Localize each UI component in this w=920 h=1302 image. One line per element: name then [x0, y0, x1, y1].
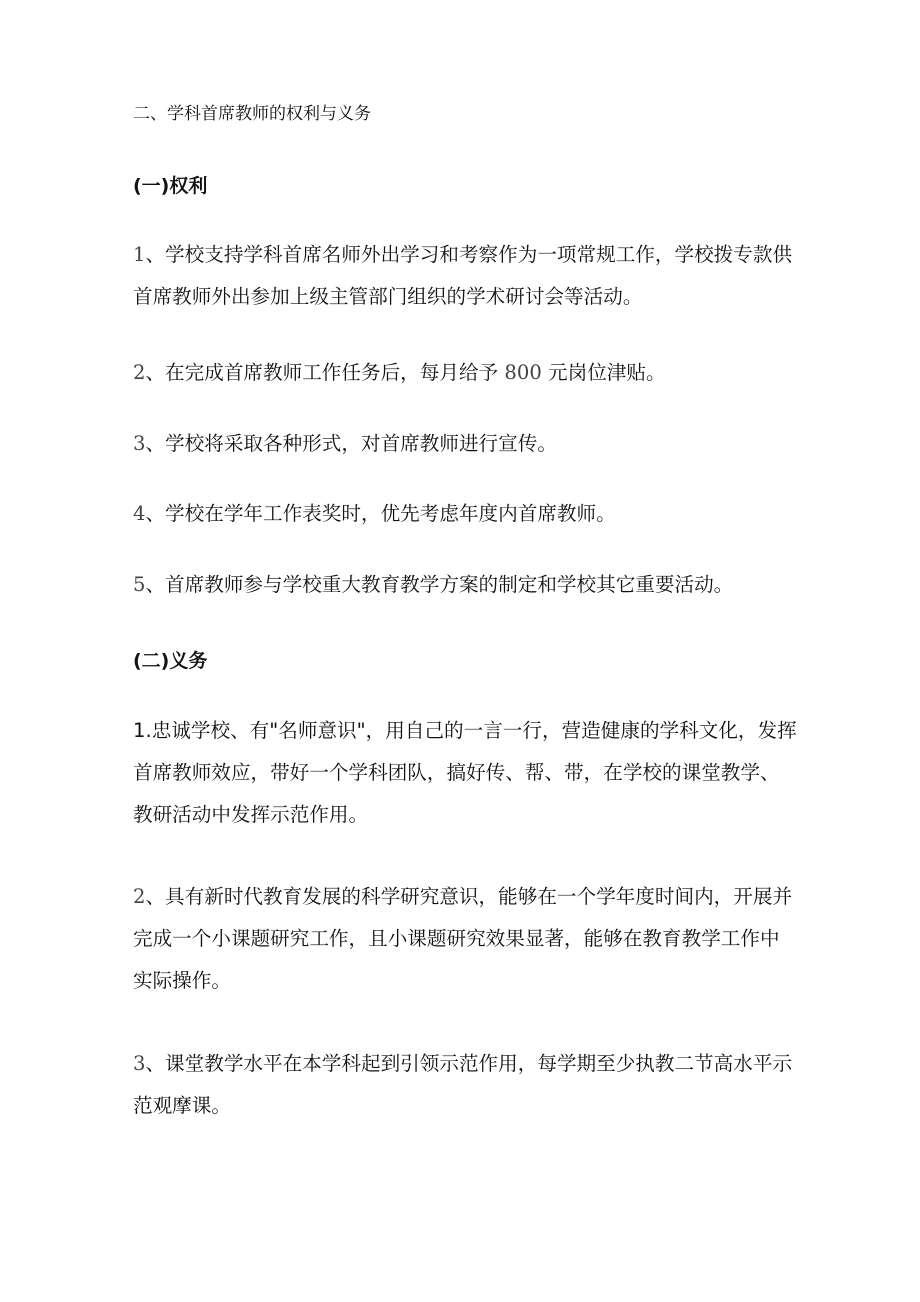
- item-number: 2: [133, 361, 146, 384]
- item-text: 、学校将采取各种形式，对首席教师进行宣传。: [145, 432, 557, 455]
- item-text: 1.忠诚学校、有"名师意识"，用自己的一言一行，营造健康的学科文化，发挥首席教师效应，带好一个学科团队，搞好传、帮、带，在学校的课堂教学、教研活动中发挥示范作用。: [133, 719, 797, 826]
- duties-heading: (二)义务: [133, 650, 208, 672]
- item-text: 、首席教师参与学校重大教育教学方案的制定和学校其它重要活动。: [145, 573, 734, 596]
- item-number: 3: [133, 1052, 146, 1075]
- rights-item-1: [133, 234, 798, 318]
- item-text: 、学校在学年工作表奖时，优先考虑年度内首席教师。: [145, 502, 616, 525]
- item-number: 5: [133, 573, 146, 596]
- section-title: 二、学科首席教师的权利与义务: [133, 104, 371, 124]
- item-number: 2: [133, 885, 146, 908]
- item-number: 1: [133, 243, 146, 266]
- item-number: 4: [133, 502, 146, 525]
- item-text: 、具有新时代教育发展的科学研究意识，能够在一个学年度时间内，开展并完成一个小课题研究工作，且小课题研究效果显著，能够在教育教学工作中实际操作。: [133, 885, 793, 992]
- item-text-after: 元岗位津贴。: [541, 361, 666, 384]
- duties-item-3: [133, 1043, 798, 1127]
- rights-heading: (一)权利: [133, 175, 208, 197]
- rights-item-3: [133, 423, 798, 465]
- rights-item-2: [133, 352, 798, 394]
- duties-item-2: [133, 876, 798, 1002]
- rights-item-5: [133, 564, 798, 606]
- item-text-before: 、在完成首席教师工作任务后，每月给予: [145, 361, 505, 384]
- item-number: 3: [133, 432, 146, 455]
- item-text: 、学校支持学科首席名师外出学习和考察作为一项常规工作，学校拨专款供首席教师外出参加上级主管部门组织的学术研讨会等活动。: [133, 243, 793, 308]
- duties-item-1: [133, 710, 798, 836]
- allowance-amount: 800: [504, 361, 542, 384]
- rights-item-4: [133, 493, 798, 535]
- item-text: 、课堂教学水平在本学科起到引领示范作用，每学期至少执教二节高水平示范观摩课。: [133, 1052, 793, 1117]
